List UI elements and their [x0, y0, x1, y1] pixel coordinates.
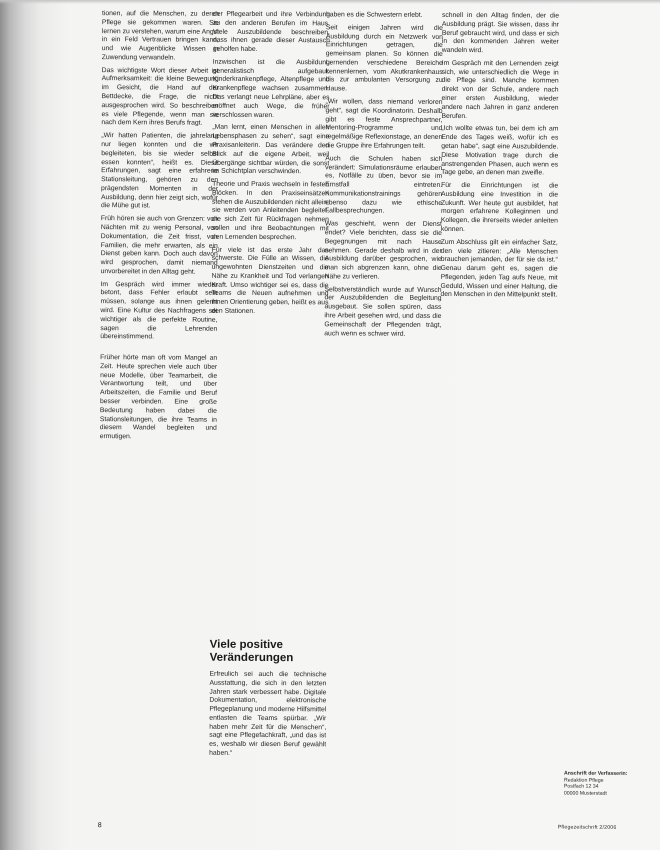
paragraph: Im Gespräch wird immer wieder betont, dass Fehler erlaubt sein müssen, solange aus ihnen gelernt wird. Eine Kultur des Nachfragens sei wichtiger als die perfekte Routine, sagen die Lehrenden übereinstimmend.	[100, 280, 218, 341]
binding-shadow	[0, 0, 40, 850]
paragraph: tionen, auf die Menschen, zu deren Pflege sie gekommen waren. Sie lernen zu verstehen, warum eine Angst in ein Feld Vertrauen bringen kann, und wie Augenblicke Wissen in Zuwendung verwandeln.	[101, 10, 219, 62]
paragraph: „Ich wollte etwas tun, bei dem ich am Ende des Tages weiß, wofür ich es getan habe“, sagt eine Auszubildende. Diese Motivation trage durch die anstrengenden Phasen, auch wenn es Tage gebe, an denen man zweifle.	[441, 125, 559, 177]
paragraph: Auch die Schulen haben sich verändert: Simulationsräume erlauben es, Notfälle zu üben, bevor sie im Ernstfall eintreten. Kommunikationstrainings gehören ebenso dazu wie ethische Fallbesprechungen.	[324, 155, 443, 216]
paragraph: haben es die Schwestern erlebt.	[325, 11, 423, 19]
paragraph: Theorie und Praxis wechseln in festen Blöcken. In den Praxiseinsätzen stehen die Auszubildenden nicht allein; sie werden von Anleitenden begleitet, die sich Zeit für Rückfragen nehmen sollen und ihre Beobachtungen mit den Lernenden besprechen.	[211, 180, 330, 241]
paragraph: „Wir hatten Patienten, die jahrelang nur liegen konnten und die wir begleiteten, bis sie wieder selbst essen konnten“, heißt es. Diese Erfahrungen, sagt eine erfahrene Stationsleitung, gehören zu den prägendsten Momenten in der Ausbildung, denn hier zeigt sich, wofür die Mühe gut ist.	[100, 132, 219, 210]
text-column-3	[322, 11, 443, 842]
paragraph: Früher hörte man oft vom Mangel an Zeit. Heute sprechen viele auch über neue Modelle, über Teamarbeit, die Verantwortung teilt, und über Arbeitszeiten, die Familie und Beruf besser verbinden. Eine große Bedeutung haben dabei die Stationsleitungen, die ihre Teams in diesem Wandel begleiten und ermutigen.	[99, 354, 218, 441]
paragraph: schnell in den Alltag finden, der die Ausbildung prägt. Sie wissen, dass ihr Beruf gebraucht wird, und dass er sich in den kommenden Jahren weiter wandeln wird.	[441, 11, 559, 55]
credit-line: Postfach 12 34	[563, 783, 599, 790]
paragraph: „Man lernt, einen Menschen in allen Lebensphasen zu sehen“, sagt eine Praxisanleiterin. Das verändere den Blick auf die eigene Arbeit, weil Übergänge sichtbar würden, die sonst im Schichtplan verschwinden.	[212, 124, 330, 176]
text-column-4	[439, 12, 559, 623]
credit-line: 00000 Musterstadt	[563, 790, 607, 797]
page-number: 8	[97, 822, 102, 830]
paragraph: Zum Abschluss gilt ein einfacher Satz, den viele zitieren: „Alle Menschen brauchen jemanden, der für sie da ist.“ Genau darum geht es, sagen die Pflegenden, jeden Tag aufs Neue, mit Geduld, Wissen und einer Haltung, die den Menschen in den Mittelpunkt stellt.	[440, 238, 558, 299]
paragraph: Im Gespräch mit den Lernenden zeigt sich, wie unterschiedlich die Wege in die Pflege sind. Manche kommen direkt von der Schule, andere nach einer ersten Ausbildung, wieder andere nach Jahren in ganz anderen Berufen.	[441, 59, 559, 120]
paragraph: Was geschieht, wenn der Dienst endet? Viele berichten, dass sie die Begegnungen mit nach Hause nehmen. Gerade deshalb wird in der Ausbildung darüber gesprochen, wie man sich abgrenzen kann, ohne die Nähe zu verlieren.	[324, 220, 442, 281]
footer-publication: Pflegezeitschrift 2/2006	[557, 824, 617, 831]
credit-line: Redaktion Pflege	[563, 777, 604, 784]
author-address	[564, 771, 644, 798]
paragraph: Für die Einrichtungen ist die Ausbildung eine Investition in die Zukunft. Wer heute gut ausbildet, hat morgen erfahrene Kolleginnen und Kollegen, die ihrerseits wieder anleiten können.	[440, 181, 559, 233]
subheading-body	[209, 671, 327, 840]
paragraph: der Pflegearbeit und ihre Verbindung zu den anderen Berufen im Haus. Viele Auszubildende beschreiben, dass ihnen gerade dieser Austausch geholfen habe.	[212, 10, 330, 54]
paragraph: Erfreulich sei auch die technische Ausstattung, die sich in den letzten Jahren stark verbessert habe. Digitale Dokumentation, elektronische Pflegeplanung und moderne Hilfsmittel entlasten die Teams spürbar. „Wir haben mehr Zeit für die Menschen“, sagt eine Pflegefachkraft, „und das ist es, weshalb wir diesen Beruf gewählt haben.“	[209, 670, 327, 757]
page-top-edge	[0, 0, 660, 4]
paragraph: „Wir wollen, dass niemand verloren geht“, sagt die Koordinatorin. Deshalb gibt es feste Ansprechpartner, Mentoring-Programme und regelmäßige Reflexionstage, an denen die Gruppe ihre Erfahrungen teilt.	[325, 98, 443, 150]
text-column-1	[98, 10, 219, 841]
paragraph: Inzwischen ist die Ausbildung generalistisch aufgebaut: Kinderkrankenpflege, Altenpflege und Krankenpflege wachsen zusammen. Das verlangt neue Lehrpläne, aber es eröffnet auch Wege, die früher verschlossen waren.	[212, 58, 330, 119]
paragraph: Das wichtigste Wort dieser Arbeit ist Aufmerksamkeit: die kleine Bewegung im Gesicht, die Hand auf der Bettdecke, die Frage, die nicht ausgesprochen wird. So beschreiben es viele Pflegende, wenn man sie nach dem Kern ihres Berufs fragt.	[101, 66, 219, 128]
paragraph: Für viele ist das erste Jahr das schwerste. Die Fülle an Wissen, die ungewohnten Dienstzeiten und die Nähe zu Krankheit und Tod verlangen Kraft. Umso wichtiger sei es, dass die Teams die Neuen aufnehmen und ihnen Orientierung geben, heißt es aus den Stationen.	[211, 246, 329, 315]
subheading: Viele positive Veränderungen	[209, 638, 294, 664]
credit-line: Anschrift der Verfasserin:	[563, 770, 628, 777]
paragraph: Früh hören sie auch von Grenzen: von Nächten mit zu wenig Personal, von Dokumentation, die Zeit frisst, von Familien, die mehr erwarten, als ein Dienst geben kann. Doch auch davon wird gesprochen, damit niemand unvorbereitet in den Alltag geht.	[100, 215, 218, 276]
paragraph: Selbstverständlich wurde auf Wunsch der Auszubildenden die Begleitung ausgebaut. Sie sollen spüren, dass ihre Arbeit gesehen wird, und dass die Gemeinschaft der Pflegenden trägt, auch wenn es schwer wird.	[324, 285, 442, 338]
paragraph: Seit einigen Jahren wird die Ausbildung durch ein Netzwerk von Einrichtungen getragen, die gemeinsam planen. So können die Lernenden verschiedene Bereiche kennenlernen, vom Akutkrankenhaus bis zur ambulanten Versorgung zu Hause.	[325, 24, 443, 93]
text-column-2	[210, 11, 330, 624]
document-page	[74, 10, 658, 843]
